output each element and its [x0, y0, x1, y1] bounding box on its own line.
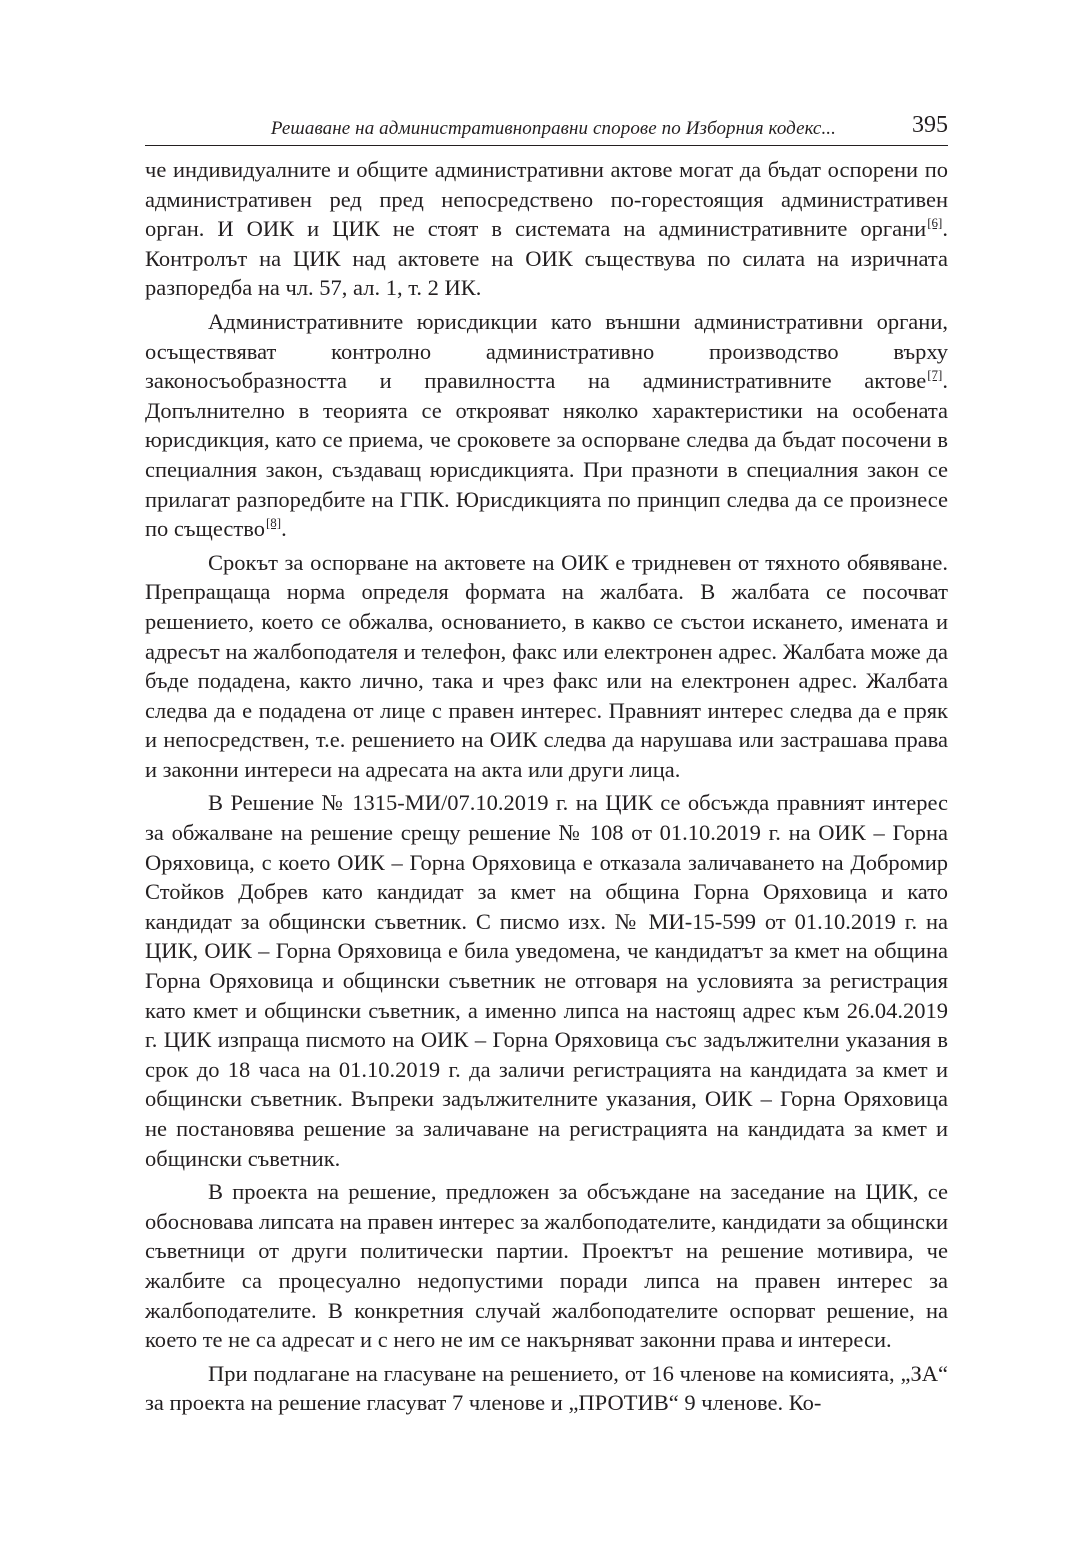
footnote-reference[interactable]: [8] [265, 515, 282, 531]
footnote-reference[interactable]: [7] [927, 367, 943, 383]
paragraph-2 [145, 307, 948, 544]
paragraph-text: Административните юрисдикции като външни административни органи, осъществяват контролно административно производство върху законосъобразността и правилността на административните актове [145, 308, 948, 394]
header-rule [145, 145, 948, 146]
paragraph-text: . [281, 516, 287, 542]
paragraph-text: . Контролът на ЦИК над актовете на ОИК съществува по силата на изричната разпоредба на чл. 57, ал. 1, т. 2 ИК. [145, 216, 948, 301]
body-text [145, 155, 948, 1422]
running-header-title: Решаване на административноправни спорове по Изборния кодекс... [270, 118, 836, 139]
running-header [145, 110, 948, 146]
footnote-reference[interactable]: [6] [927, 215, 943, 231]
paragraph-5: В проекта на решение, предложен за обсъждане на заседание на ЦИК, се обосновава липсата на правен интерес за жалбоподателите, кандидати за общински съветници от други политически партии. Проектът на решение мотивира, че жалбите са процесуално недопустими поради липса на правен интерес за жалбоподателите. В конкретния случай жалбоподателите оспорват решение, на което те не са адресат и с него не им се накърняват законни права и интереси. [145, 1179, 948, 1353]
page-number: 395 [912, 112, 948, 138]
paragraph-3: Срокът за оспорване на актовете на ОИК е тридневен от тяхното обявяване. Препращаща норма определя формата на жалбата. В жалбата се посочват решението, което се обжалва, основанието, в какво се състои искането, имената и адресът на жалбоподателя и телефон, факс или електронен адрес. Жалбата може да бъде подадена, както лично, така и чрез факс или на електронен адрес. Жалбата следва да е подадена от лице с правен интерес. Правният интерес следва да е пряк и непосредствен, т.е. решението на ОИК следва да нарушава или застрашава права и законни интереси на адресата на акта или други лица. [145, 549, 948, 782]
paragraph-6: При подлагане на гласуване на решението, от 16 членове на комисията, „ЗА“ за проекта на решение гласуват 7 членове и „ПРОТИВ“ 9 членове. Ко- [145, 1360, 948, 1416]
paragraph-4: В Решение № 1315-МИ/07.10.2019 г. на ЦИК се обсъжда правният интерес за обжалване на решение срещу решение № 108 от 01.10.2019 г. на ОИК – Горна Оряховица, с което ОИК – Горна Оряховица е отказала заличаването на Добромир Стойков Добрев като кандидат за кмет на община Горна Оряховица и като кандидат за общински съветник. С писмо изх. № МИ-15-599 от 01.10.2019 г. на ЦИК, ОИК – Горна Оряховица е била уведомена, че кандидатът за кмет на община Горна Оряховица и общински съветник не отговаря на условията за регистрация като кмет и общински съветник, а именно липса на настоящ адрес към 26.04.2019 г. ЦИК изпраща писмото на ОИК – Горна Оряховица със задължителни указания в срок до 18 часа на 01.10.2019 г. да заличи регистрацията на кандидата за кмет и общински съветник. Въпреки задължителните указания, ОИК – Горна Оряховица не постановява решение за заличаване на регистрацията на кандидата за кмет и общински съветник. [145, 790, 948, 1171]
paragraph-text: . Допълнително в теорията се открояват няколко характеристики на особената юрисдикция, като се приема, че сроковете за оспорване следва да бъдат посочени в специалния закон, създаващ юрисдикцията. При празноти в специалния закон се прилагат разпоредбите на ГПК. Юрисдикцията по принцип следва да се произнесе по същество [145, 368, 948, 542]
paragraph-1 [145, 155, 948, 303]
paragraph-text: че индивидуалните и общите административни актове могат да бъдат оспорени по административен ред пред непосредствено по-горестоящия административен орган. И ОИК и ЦИК не стоят в системата на административните органи [145, 157, 948, 242]
